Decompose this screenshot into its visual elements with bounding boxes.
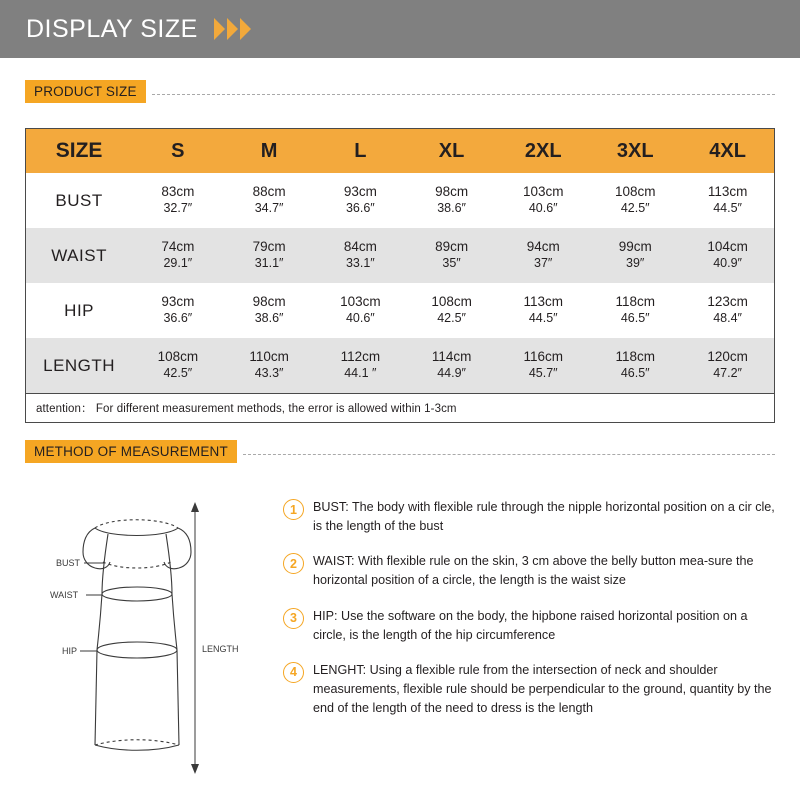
column-header: 4XL (709, 139, 746, 162)
value-cm: 113cm (707, 184, 748, 200)
table-cell (223, 338, 314, 393)
column-header: 2XL (524, 139, 562, 162)
table-cell (132, 228, 223, 283)
value-cm: 110cm (249, 349, 289, 365)
table-cell (315, 173, 406, 228)
value-inch: 44.5″ (528, 311, 558, 326)
value-cm: 89cm (435, 239, 469, 255)
value-cm: 113cm (523, 294, 563, 310)
step-number: 1 (283, 499, 304, 520)
value-inch: 44.1 ″ (344, 366, 377, 381)
step-text: HIP: Use the software on the body, the hipbone raised horizontal position on a circle, is the length of the hip circumference (313, 608, 748, 642)
value-cm: 84cm (343, 239, 377, 255)
value-inch: 35″ (442, 256, 461, 271)
value-cm: 108cm (614, 184, 656, 200)
value-cm: 74cm (161, 239, 195, 255)
table-cell (589, 173, 681, 228)
value-inch: 38.6″ (437, 201, 466, 216)
value-cm: 112cm (340, 349, 381, 365)
value-cm: 118cm (615, 349, 655, 365)
table-cell (223, 173, 314, 228)
value-inch: 34.7″ (254, 201, 284, 216)
row-label: HIP (64, 300, 95, 320)
step-number: 3 (283, 608, 304, 629)
value-cm: 108cm (157, 349, 199, 365)
divider-method (243, 454, 775, 455)
row-label: WAIST (51, 245, 107, 265)
step-text: WAIST: With flexible rule on the skin, 3 cm above the belly button mea-sure the horizontal position of a circle, the length is the waist size (313, 554, 754, 588)
column-header: L (354, 139, 367, 162)
value-inch: 32.7″ (163, 201, 193, 216)
table-cell (589, 283, 681, 338)
table-cell (497, 228, 589, 283)
value-cm: 103cm (522, 184, 564, 200)
value-inch: 47.2″ (713, 366, 742, 381)
figure-label-waist: WAIST (50, 590, 79, 600)
divider-product-size (152, 94, 775, 95)
table-cell (132, 173, 223, 228)
measurement-method-section (0, 470, 800, 790)
step-number: 2 (283, 553, 304, 574)
table-cell (223, 228, 314, 283)
table-cell (406, 228, 497, 283)
value-cm: 94cm (526, 239, 560, 255)
table-cell (315, 283, 406, 338)
table-cell (681, 228, 774, 283)
value-inch: 48.4″ (713, 311, 742, 326)
value-inch: 40.6″ (345, 311, 375, 326)
table-header-row (26, 129, 774, 173)
list-item (283, 661, 783, 718)
value-inch: 31.1″ (254, 256, 284, 271)
table-cell (406, 283, 497, 338)
table-row (26, 283, 774, 338)
table-cell (497, 283, 589, 338)
table-row (26, 228, 774, 283)
value-cm: 104cm (707, 239, 748, 255)
section-label-method: METHOD OF MEASUREMENT (25, 440, 237, 463)
step-number: 4 (283, 662, 304, 683)
table-row (26, 173, 774, 228)
table-row (26, 338, 774, 393)
table-cell (132, 338, 223, 393)
figure-label-hip: HIP (62, 646, 78, 656)
value-inch: 38.6″ (254, 311, 284, 326)
value-cm: 118cm (615, 294, 655, 310)
value-cm: 93cm (343, 184, 377, 200)
value-cm: 99cm (618, 239, 652, 255)
value-cm: 116cm (523, 349, 563, 365)
value-cm: 98cm (252, 294, 286, 310)
measurement-steps-list (283, 498, 783, 734)
table-cell (223, 283, 314, 338)
value-cm: 93cm (161, 294, 195, 310)
column-header: M (260, 139, 278, 162)
size-table-container (25, 128, 775, 423)
value-cm: 103cm (340, 294, 381, 310)
table-cell (315, 338, 406, 393)
value-cm: 83cm (161, 184, 195, 200)
table-cell (589, 228, 681, 283)
value-inch: 43.3″ (254, 366, 284, 381)
table-cell (681, 283, 774, 338)
value-inch: 36.6″ (163, 311, 193, 326)
figure-label-length: LENGTH (202, 644, 239, 654)
table-cell (589, 338, 681, 393)
table-cell (497, 173, 589, 228)
list-item (283, 607, 783, 645)
value-inch: 42.5″ (163, 366, 193, 381)
step-text: BUST: The body with flexible rule through the nipple horizontal position on a cir cle, is the length of the bust (313, 500, 775, 534)
value-inch: 46.5″ (620, 311, 650, 326)
column-header: S (171, 139, 185, 162)
list-item (283, 552, 783, 590)
value-cm: 108cm (431, 294, 472, 310)
value-inch: 33.1″ (345, 256, 375, 271)
table-cell (132, 283, 223, 338)
value-inch: 29.1″ (163, 256, 193, 271)
figure-label-bust: BUST (56, 558, 81, 568)
value-cm: 123cm (707, 294, 748, 310)
table-cell (315, 228, 406, 283)
value-inch: 45.7″ (528, 366, 558, 381)
value-cm: 114cm (431, 349, 472, 365)
value-inch: 37″ (534, 256, 553, 271)
step-text: LENGHT: Using a flexible rule from the intersection of neck and shoulder measurements, flexible rule should be perpendicular to the ground, quantity by the end of the length of the need to dress is the length (313, 662, 772, 716)
value-inch: 42.5″ (437, 311, 466, 326)
column-header: 3XL (616, 139, 654, 162)
size-table (26, 129, 774, 393)
value-inch: 36.6″ (345, 201, 375, 216)
row-label: LENGTH (43, 355, 116, 375)
header-banner (0, 0, 800, 58)
table-cell (681, 173, 774, 228)
section-label-product-size: PRODUCT SIZE (25, 80, 146, 103)
value-cm: 79cm (252, 239, 286, 255)
column-header: XL (438, 139, 465, 162)
value-inch: 42.5″ (620, 201, 650, 216)
value-inch: 44.5″ (713, 201, 742, 216)
list-item (283, 498, 783, 536)
table-cell (681, 338, 774, 393)
value-cm: 120cm (707, 349, 748, 365)
value-cm: 88cm (252, 184, 286, 200)
value-inch: 46.5″ (620, 366, 650, 381)
value-inch: 39″ (626, 256, 645, 271)
row-label: BUST (55, 190, 103, 210)
value-inch: 40.9″ (713, 256, 742, 271)
dress-figure-diagram (50, 490, 250, 780)
value-inch: 40.6″ (528, 201, 558, 216)
value-cm: 98cm (435, 184, 469, 200)
value-inch: 44.9″ (437, 366, 466, 381)
page-title: DISPLAY SIZE (26, 14, 198, 43)
double-chevron-right-icon (212, 18, 251, 40)
table-cell (497, 338, 589, 393)
table-cell (406, 338, 497, 393)
attention-note: attention： For different measurement methods, the error is allowed within 1-3cm (26, 393, 774, 422)
table-cell (406, 173, 497, 228)
column-header: SIZE (55, 139, 103, 162)
